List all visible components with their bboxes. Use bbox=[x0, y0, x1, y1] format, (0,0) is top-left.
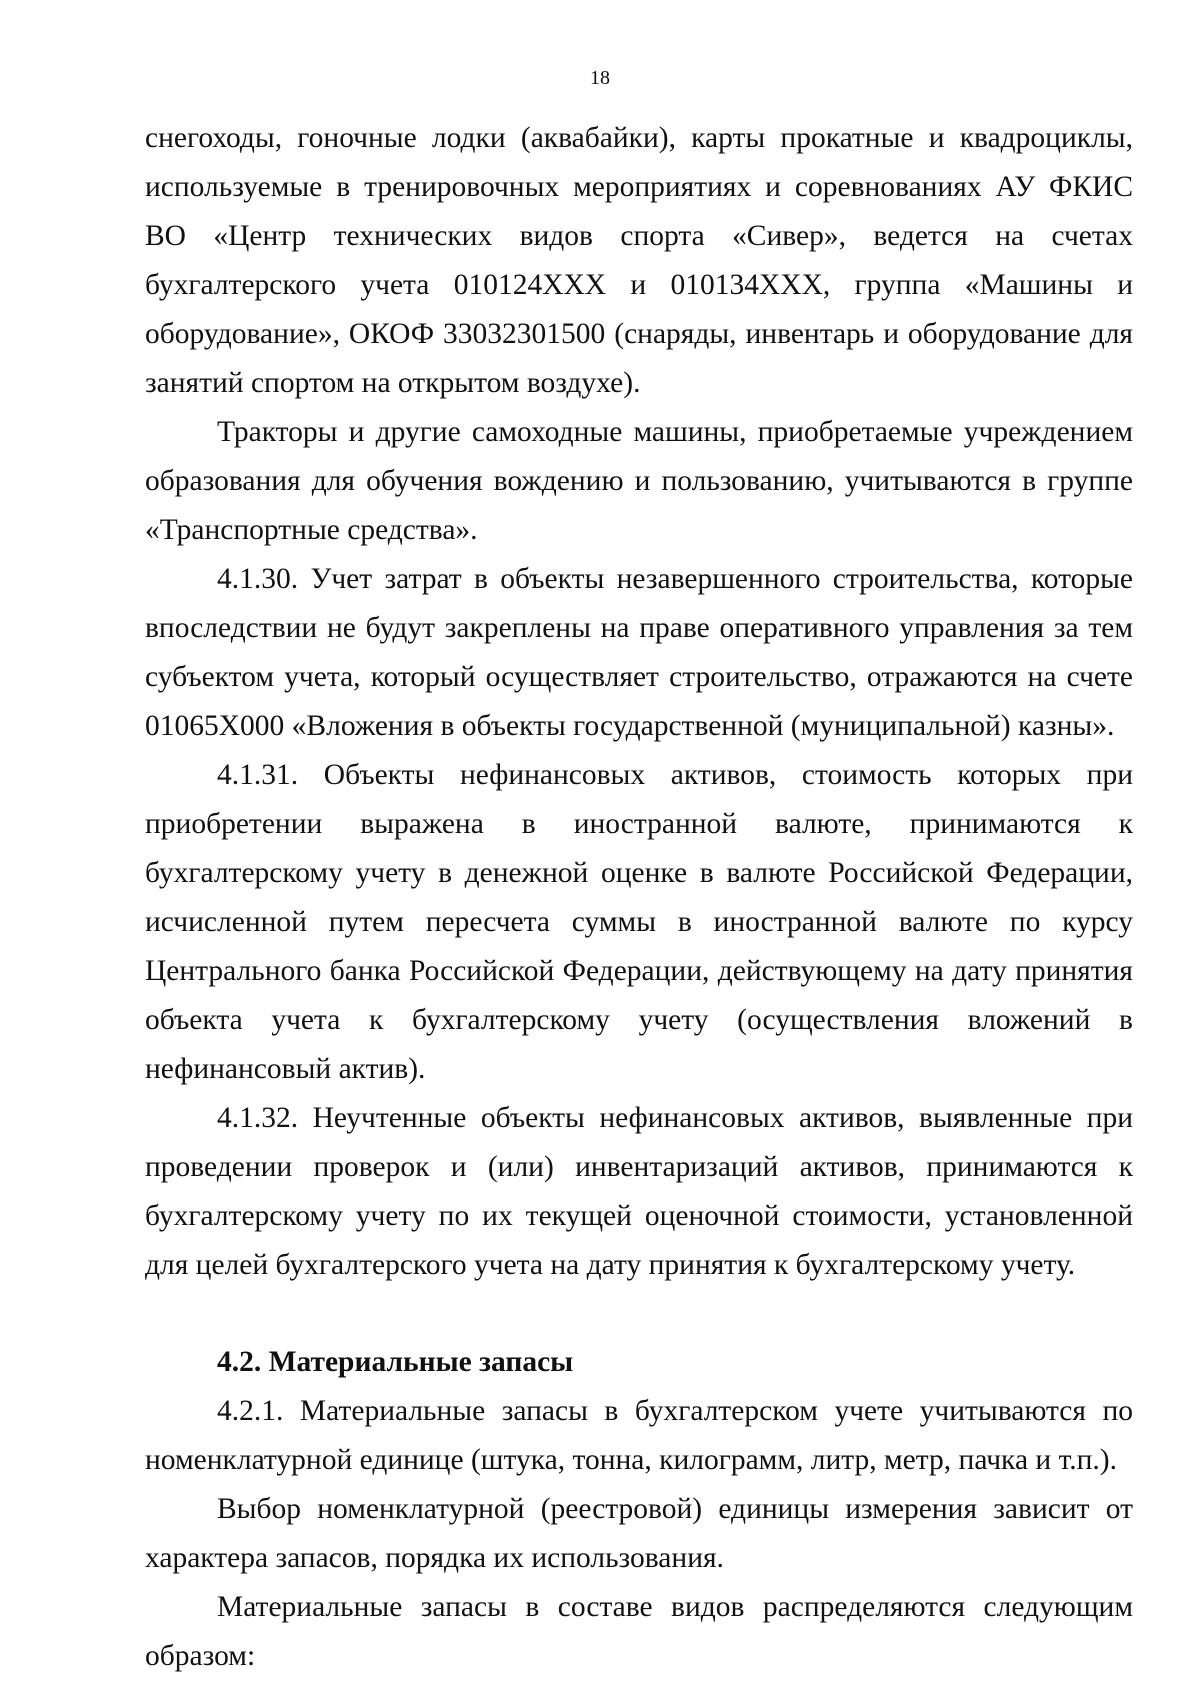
paragraph-tractors: Тракторы и другие самоходные машины, приобретаемые учреждением образования для обучения вождению и пользованию, учитываются в группе «Транспортные средства». bbox=[145, 416, 1133, 546]
paragraph-unit-choice: Выбор номенклатурной (реестровой) единицы измерения зависит от характера запасов, порядка их использования. bbox=[145, 1493, 1133, 1574]
paragraph-continuation: снегоходы, гоночные лодки (аквабайки), карты прокатные и квадроциклы, используемые в тренировочных мероприятиях и соревнованиях АУ ФКИС ВО «Центр технических видов спорта «Сивер», ведется на счетах бухгалтерского учета 010124ХХХ и 010134ХХХ, группа «Машины и оборудование», ОКОФ 33032301500 (снаряды, инвентарь и оборудование для занятий спортом на открытом воздухе). bbox=[145, 122, 1133, 399]
paragraph-4-1-32: 4.1.32. Неучтенные объекты нефинансовых активов, выявленные при проведении проверок и (или) инвентаризаций активов, принимаются к бухгалтерскому учету по их текущей оценочной стоимости, установленной для целей бухгалтерского учета на дату принятия к бухгалтерскому учету. bbox=[145, 1102, 1133, 1281]
page-number: 18 bbox=[590, 67, 610, 89]
section-heading: 4.2. Материальные запасы bbox=[217, 1346, 574, 1378]
document-body bbox=[145, 114, 1133, 1681]
paragraph-4-1-31: 4.1.31. Объекты нефинансовых активов, стоимость которых при приобретении выражена в иностранной валюте, принимаются к бухгалтерскому учету в денежной оценке в валюте Российской Федерации, исчисленной путем пересчета суммы в иностранной валюте по курсу Центрального банка Российской Федерации, действующему на дату принятия объекта учета к бухгалтерскому учету (осуществления вложений в нефинансовый актив). bbox=[145, 759, 1133, 1085]
paragraph-4-1-30: 4.1.30. Учет затрат в объекты незавершенного строительства, которые впоследствии не будут закреплены на праве оперативного управления за тем субъектом учета, который осуществляет строительство, отражаются на счете 01065Х000 «Вложения в объекты государственной (муниципальной) казны». bbox=[145, 563, 1133, 742]
paragraph-4-2-1: 4.2.1. Материальные запасы в бухгалтерском учете учитываются по номенклатурной единице (штука, тонна, килограмм, литр, метр, пачка и т.п.). bbox=[145, 1395, 1133, 1476]
paragraph-distribution: Материальные запасы в составе видов распределяются следующим образом: bbox=[145, 1591, 1133, 1672]
